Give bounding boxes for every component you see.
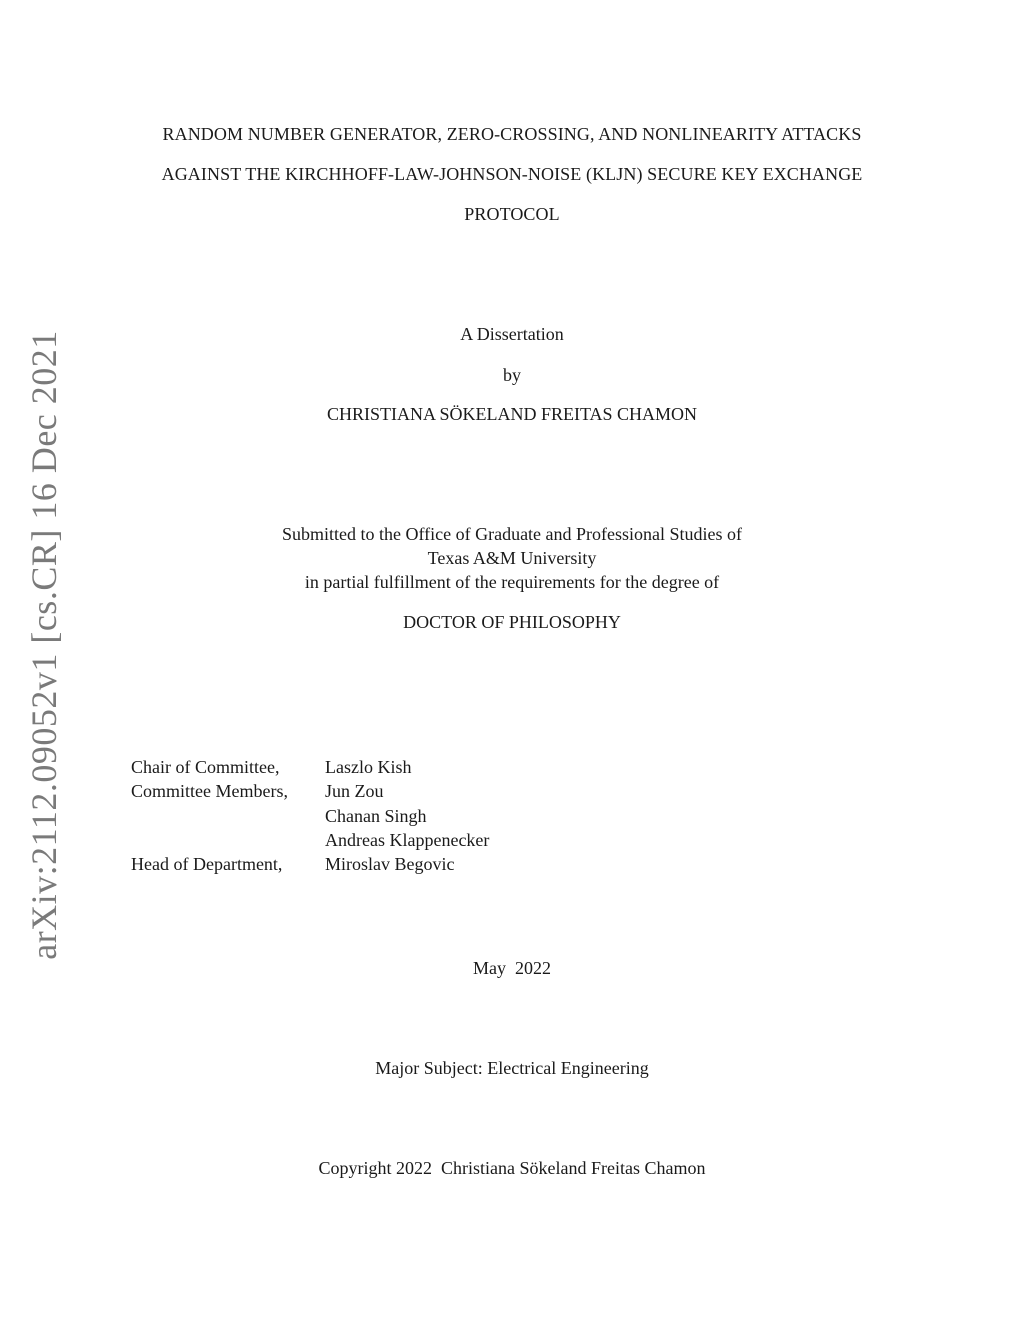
- title-line-3: PROTOCOL: [464, 204, 560, 224]
- title-line-1: RANDOM NUMBER GENERATOR, ZERO-CROSSING, AND NONLINEARITY ATTACKS: [162, 124, 862, 144]
- major-subject: Major Subject: Electrical Engineering: [375, 1058, 649, 1078]
- member-name: Andreas Klappenecker: [325, 830, 490, 850]
- arxiv-identifier-stamp: arXiv:2112.09052v1 [cs.CR] 16 Dec 2021: [24, 330, 64, 960]
- chair-label: Chair of Committee,: [131, 757, 280, 777]
- date: May 2022: [473, 958, 551, 978]
- head-label: Head of Department,: [131, 854, 283, 874]
- chair-name: Laszlo Kish: [325, 757, 412, 777]
- degree: DOCTOR OF PHILOSOPHY: [403, 612, 621, 632]
- author-name: CHRISTIANA SÖKELAND FREITAS CHAMON: [326, 404, 698, 424]
- member-name: Chanan Singh: [325, 806, 427, 826]
- head-name: Miroslav Begovic: [325, 854, 455, 874]
- submission-line-2: Texas A&M University: [427, 548, 597, 568]
- submission-line-1: Submitted to the Office of Graduate and Professional Studies of: [281, 524, 743, 544]
- members-label: Committee Members,: [131, 781, 288, 801]
- copyright: Copyright 2022 Christiana Sökeland Freitas Chamon: [318, 1158, 706, 1178]
- by-label: by: [503, 365, 521, 385]
- document-type: A Dissertation: [460, 324, 564, 344]
- submission-line-3: in partial fulfillment of the requirements for the degree of: [304, 572, 720, 592]
- title-line-2: AGAINST THE KIRCHHOFF-LAW-JOHNSON-NOISE (KLJN) SECURE KEY EXCHANGE: [161, 164, 863, 184]
- member-name: Jun Zou: [325, 781, 384, 801]
